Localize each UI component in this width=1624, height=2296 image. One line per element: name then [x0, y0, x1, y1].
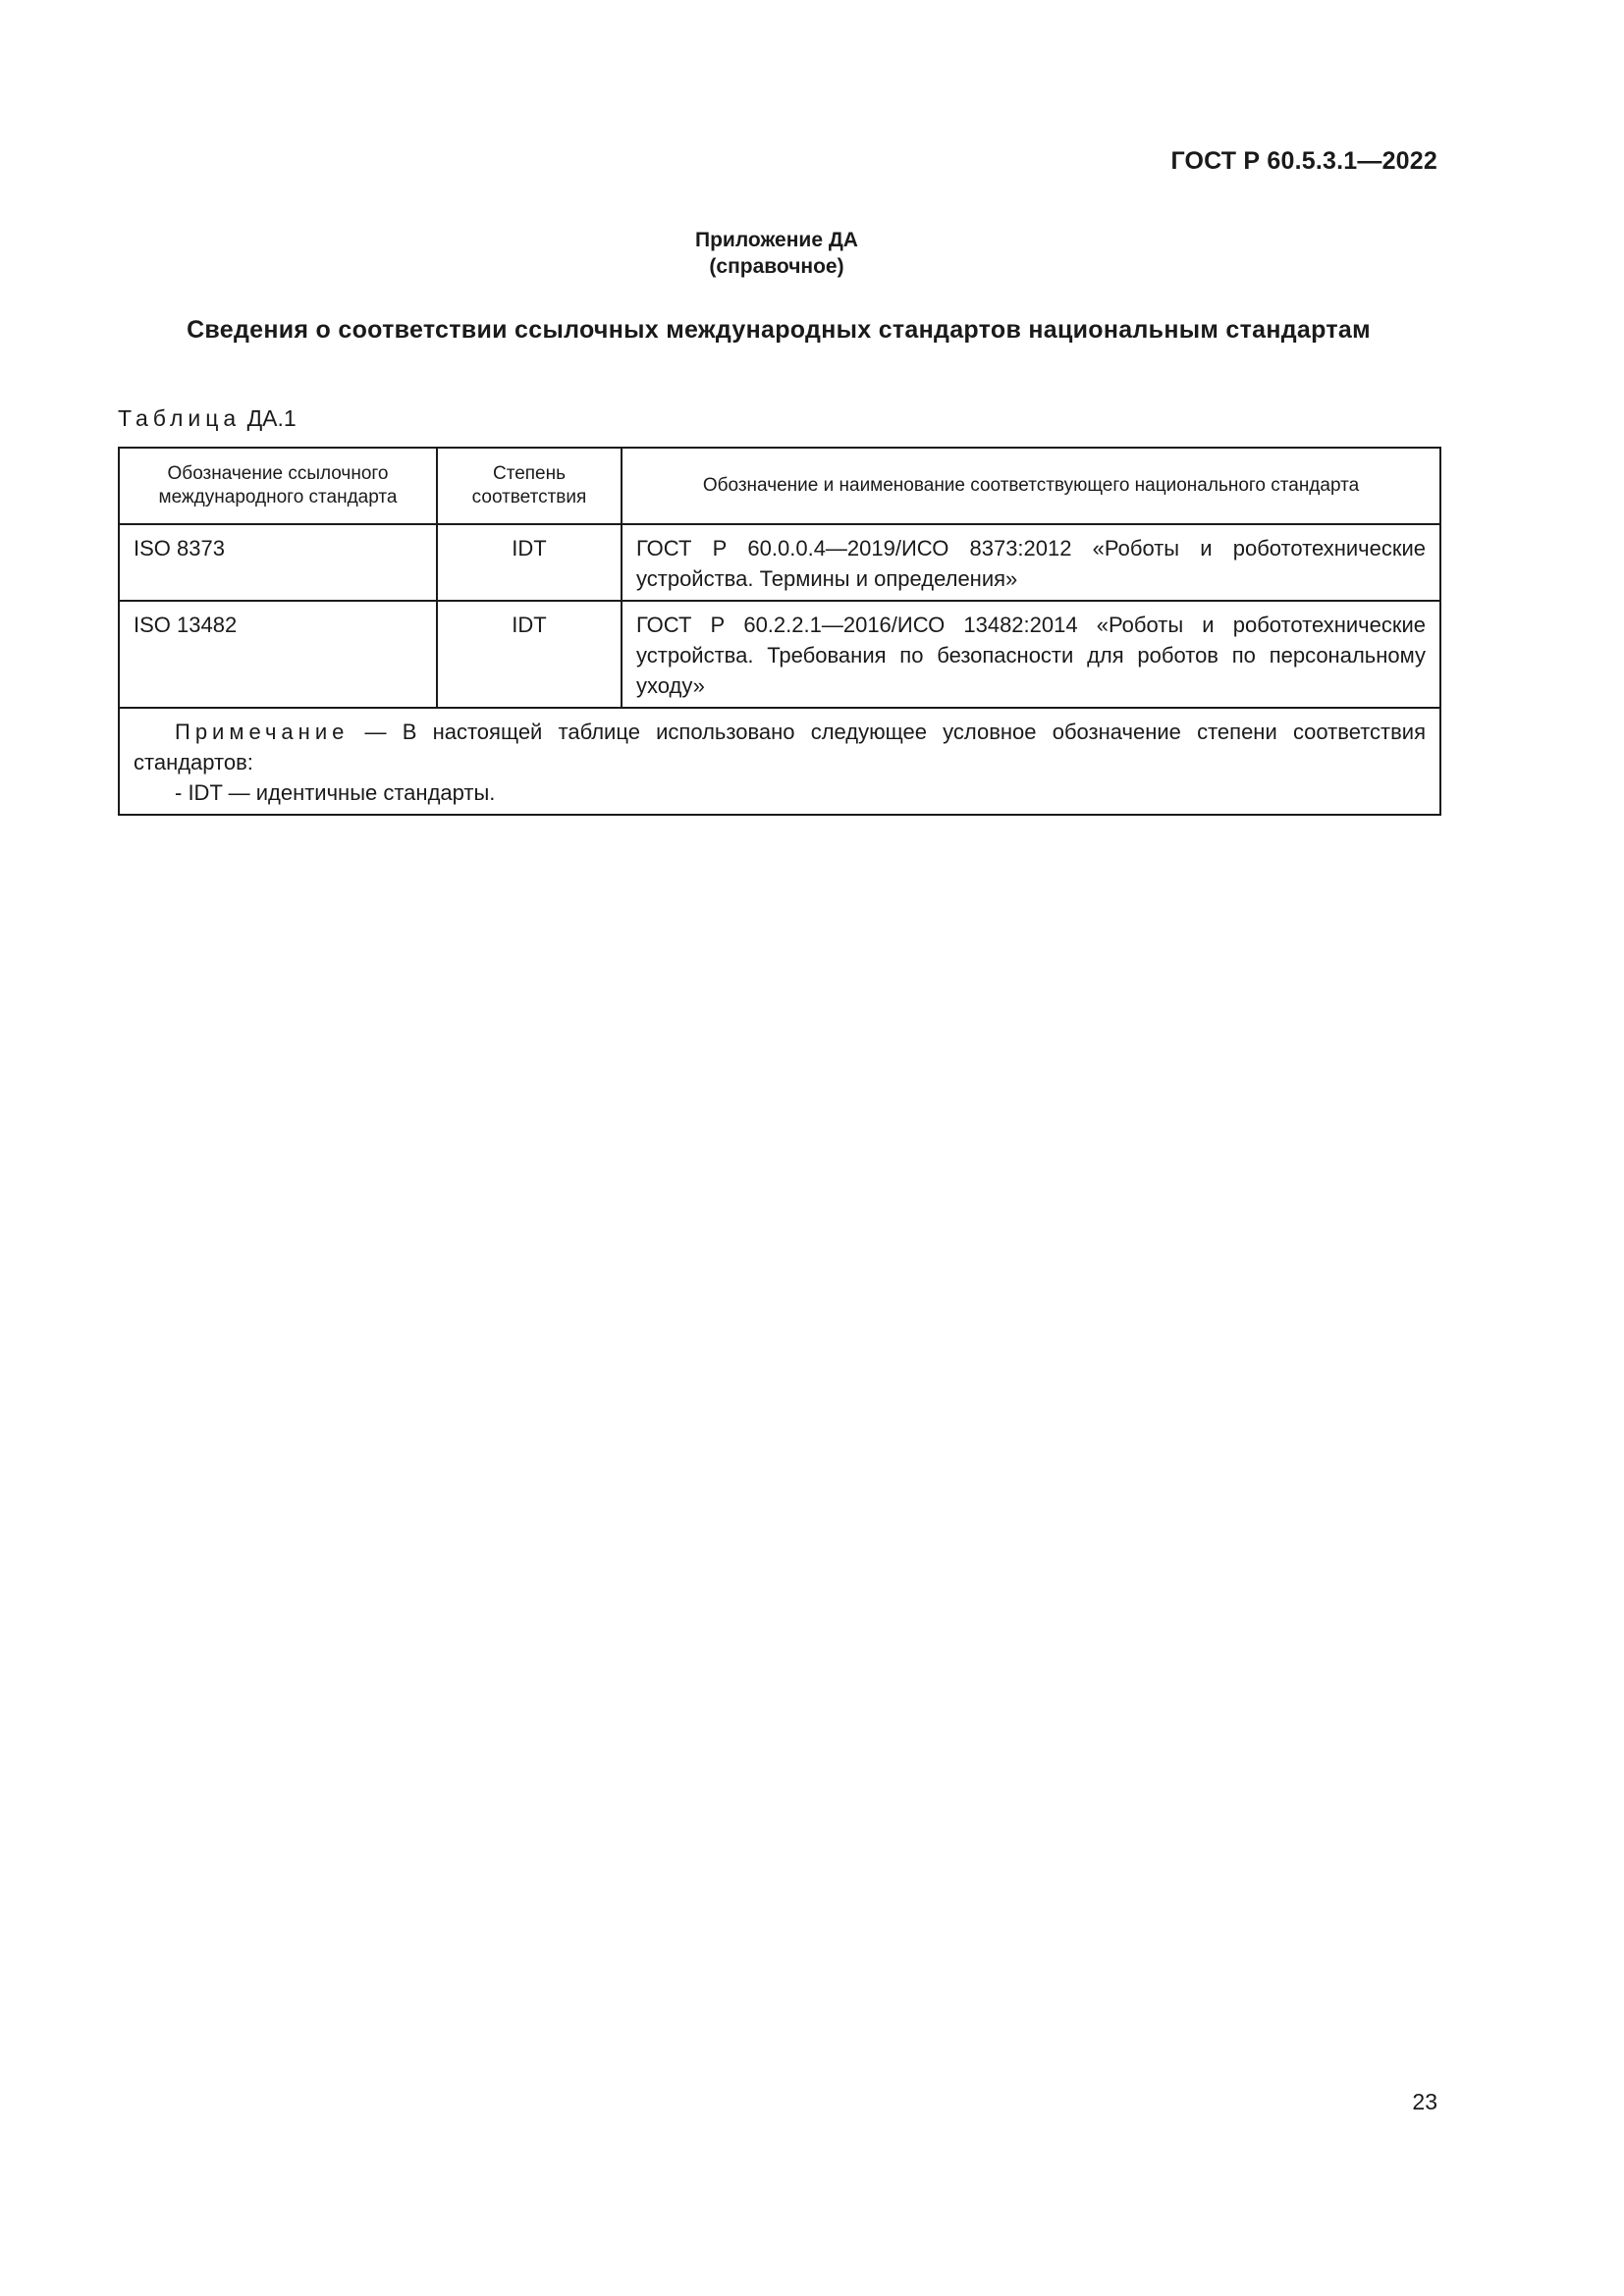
cell-degree: IDT	[437, 601, 622, 708]
table-caption	[118, 405, 297, 432]
correspondence-table	[118, 447, 1441, 816]
table-row	[119, 524, 1440, 601]
cell-national-standard: ГОСТ Р 60.0.0.4—2019/ИСО 8373:2012 «Роботы и робототехнические устройства. Термины и определения»	[622, 524, 1440, 601]
header-degree: Степень соответствия	[437, 448, 622, 524]
cell-national-standard: ГОСТ Р 60.2.2.1—2016/ИСО 13482:2014 «Роботы и робототехнические устройства. Требования по безопасности для роботов по персональному уходу»	[622, 601, 1440, 708]
header-national-standard: Обозначение и наименование соответствующего национального стандарта	[622, 448, 1440, 524]
note-text: — В настоящей таблице использовано следующее условное обозначение степени соответствия стандартов:	[134, 720, 1426, 774]
table-note	[119, 708, 1440, 815]
table-caption-word: Таблица	[118, 405, 242, 431]
cell-degree: IDT	[437, 524, 622, 601]
table-note-row	[119, 708, 1440, 815]
note-item: - IDT — идентичные стандарты.	[175, 780, 496, 805]
appendix-title: Приложение ДА	[695, 229, 858, 251]
table-caption-number: ДА.1	[246, 405, 297, 431]
page-number: 23	[1412, 2089, 1437, 2114]
note-label: Примечание	[175, 720, 350, 744]
document-code: ГОСТ Р 60.5.3.1—2022	[1170, 147, 1437, 175]
appendix-heading	[0, 227, 1553, 280]
cell-intl-standard: ISO 8373	[119, 524, 437, 601]
appendix-subtitle: (справочное)	[709, 255, 844, 278]
table-header-row	[119, 448, 1440, 524]
table-row	[119, 601, 1440, 708]
cell-intl-standard: ISO 13482	[119, 601, 437, 708]
header-intl-standard: Обозначение ссылочного международного стандарта	[119, 448, 437, 524]
section-title: Сведения о соответствии ссылочных международных стандартов национальным стандартам	[187, 316, 1371, 344]
note-paragraph	[134, 717, 1426, 777]
